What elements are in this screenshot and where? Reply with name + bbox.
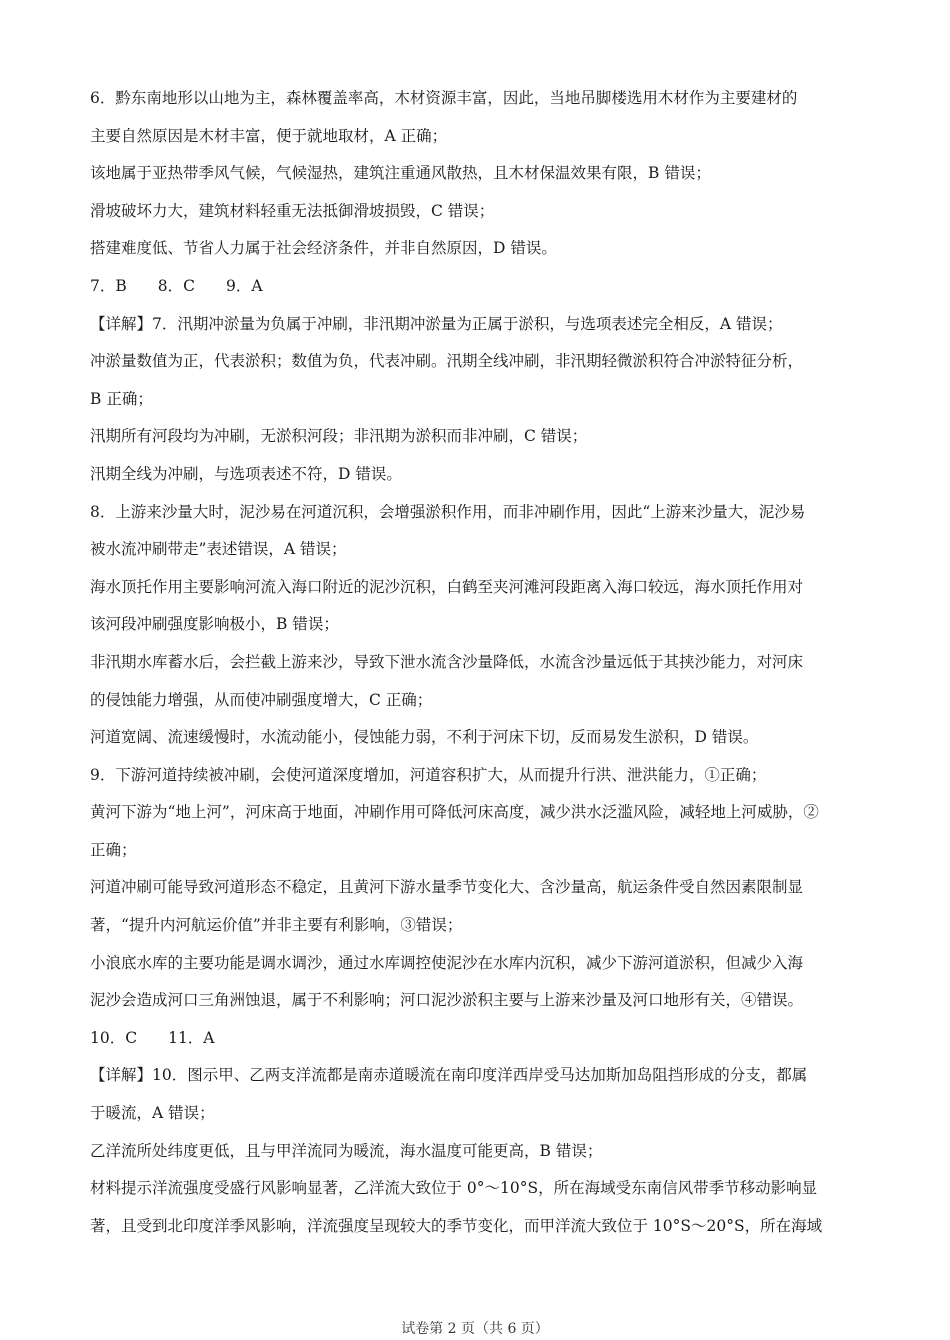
text-line: 海水顶托作用主要影响河流入海口附近的泥沙沉积，白鹤至夹河滩河段距离入海口较远，海水顶托作用对 (90, 577, 804, 596)
text-line: 该河段冲刷强度影响极小，B 错误； (90, 615, 339, 634)
answer-key-line: 10．C 11．A (90, 1028, 215, 1047)
text-line: 泥沙会造成河口三角洲蚀退，属于不利影响；河口泥沙淤积主要与上游来沙量及河口地形有关，④错误。 (90, 991, 804, 1010)
text-line: 乙洋流所处纬度更低，且与甲洋流同为暖流，海水温度可能更高，B 错误； (90, 1141, 603, 1160)
text-line: 【详解】10．图示甲、乙两支洋流都是南赤道暖流在南印度洋西岸受马达加斯加岛阻挡形成的分支，都属 (90, 1066, 808, 1085)
text-line: 8．上游来沙量大时，泥沙易在河道沉积，会增强淤积作用，而非冲刷作用，因此“上游来沙量大，泥沙易 (90, 502, 806, 521)
text-line: 6．黔东南地形以山地为主，森林覆盖率高，木材资源丰富，因此，当地吊脚楼选用木材作为主要建材的 (90, 89, 798, 107)
text-line: 小浪底水库的主要功能是调水调沙，通过水库调控使泥沙在水库内沉积，减少下游河道淤积，但减少入海 (90, 953, 804, 972)
text-line: 搭建难度低、节省人力属于社会经济条件，并非自然原因，D 错误。 (90, 239, 557, 258)
page-footer: 试卷第 2 页（共 6 页） (401, 1321, 549, 1337)
text-line: 汛期所有河段均为冲刷，无淤积河段；非汛期为淤积而非冲刷，C 错误； (90, 427, 588, 446)
text-line: 河道冲刷可能导致河道形态不稳定，且黄河下游水量季节变化大、含沙量高，航运条件受自然因素限制显 (90, 878, 804, 897)
text-line: 正确； (90, 840, 137, 859)
text-line: 材料提示洋流强度受盛行风影响显著，乙洋流大致位于 0°～10°S，所在海域受东南信风带季节移动影响显 (90, 1179, 818, 1198)
text-line: 河道宽阔、流速缓慢时，水流动能小，侵蚀能力弱，不利于河床下切，反而易发生淤积，D 错误。 (90, 728, 759, 747)
text-line: 【详解】7．汛期冲淤量为负属于冲刷，非汛期冲淤量为正属于淤积，与选项表述完全相反，A 错误； (90, 314, 783, 333)
text-line: 的侵蚀能力增强，从而使冲刷强度增大，C 正确； (90, 690, 433, 709)
text-line: 被水流冲刷带走”表述错误，A 错误； (90, 540, 347, 559)
text-line: 著，且受到北印度洋季风影响，洋流强度呈现较大的季节变化，而甲洋流大致位于 10°S～20°S，所在海域 (90, 1216, 823, 1235)
text-line: 黄河下游为“地上河”，河床高于地面，冲刷作用可降低河床高度，减少洪水泛滥风险，减轻地上河威胁，② (90, 803, 819, 822)
text-line: 9．下游河道持续被冲刷，会使河道深度增加，河道容积扩大，从而提升行洪、泄洪能力，①正确； (90, 765, 767, 784)
text-line: 主要自然原因是木材丰富，便于就地取材，A 正确； (90, 126, 448, 145)
text-line: 该地属于亚热带季风气候，气候湿热，建筑注重通风散热，且木材保温效果有限，B 错误； (90, 164, 711, 183)
text-line: 滑坡破坏力大，建筑材料轻重无法抵御滑坡损毁，C 错误； (90, 201, 495, 220)
text-line: 非汛期水库蓄水后，会拦截上游来沙，导致下泄水流含沙量降低，水流含沙量远低于其挟沙能力，对河床 (90, 652, 804, 671)
text-line: 冲淤量数值为正，代表淤积；数值为负，代表冲刷。汛期全线冲刷，非汛期轻微淤积符合冲淤特征分析， (90, 352, 804, 371)
answer-key-line: 7．B 8．C 9．A (90, 276, 263, 295)
answer-text-body (90, 80, 865, 1245)
text-line: 于暖流，A 错误； (90, 1104, 215, 1123)
text-line: B 正确； (90, 389, 153, 408)
text-line: 著，“提升内河航运价值”并非主要有利影响，③错误； (90, 916, 463, 935)
text-line: 汛期全线为冲刷，与选项表述不符，D 错误。 (90, 464, 402, 483)
